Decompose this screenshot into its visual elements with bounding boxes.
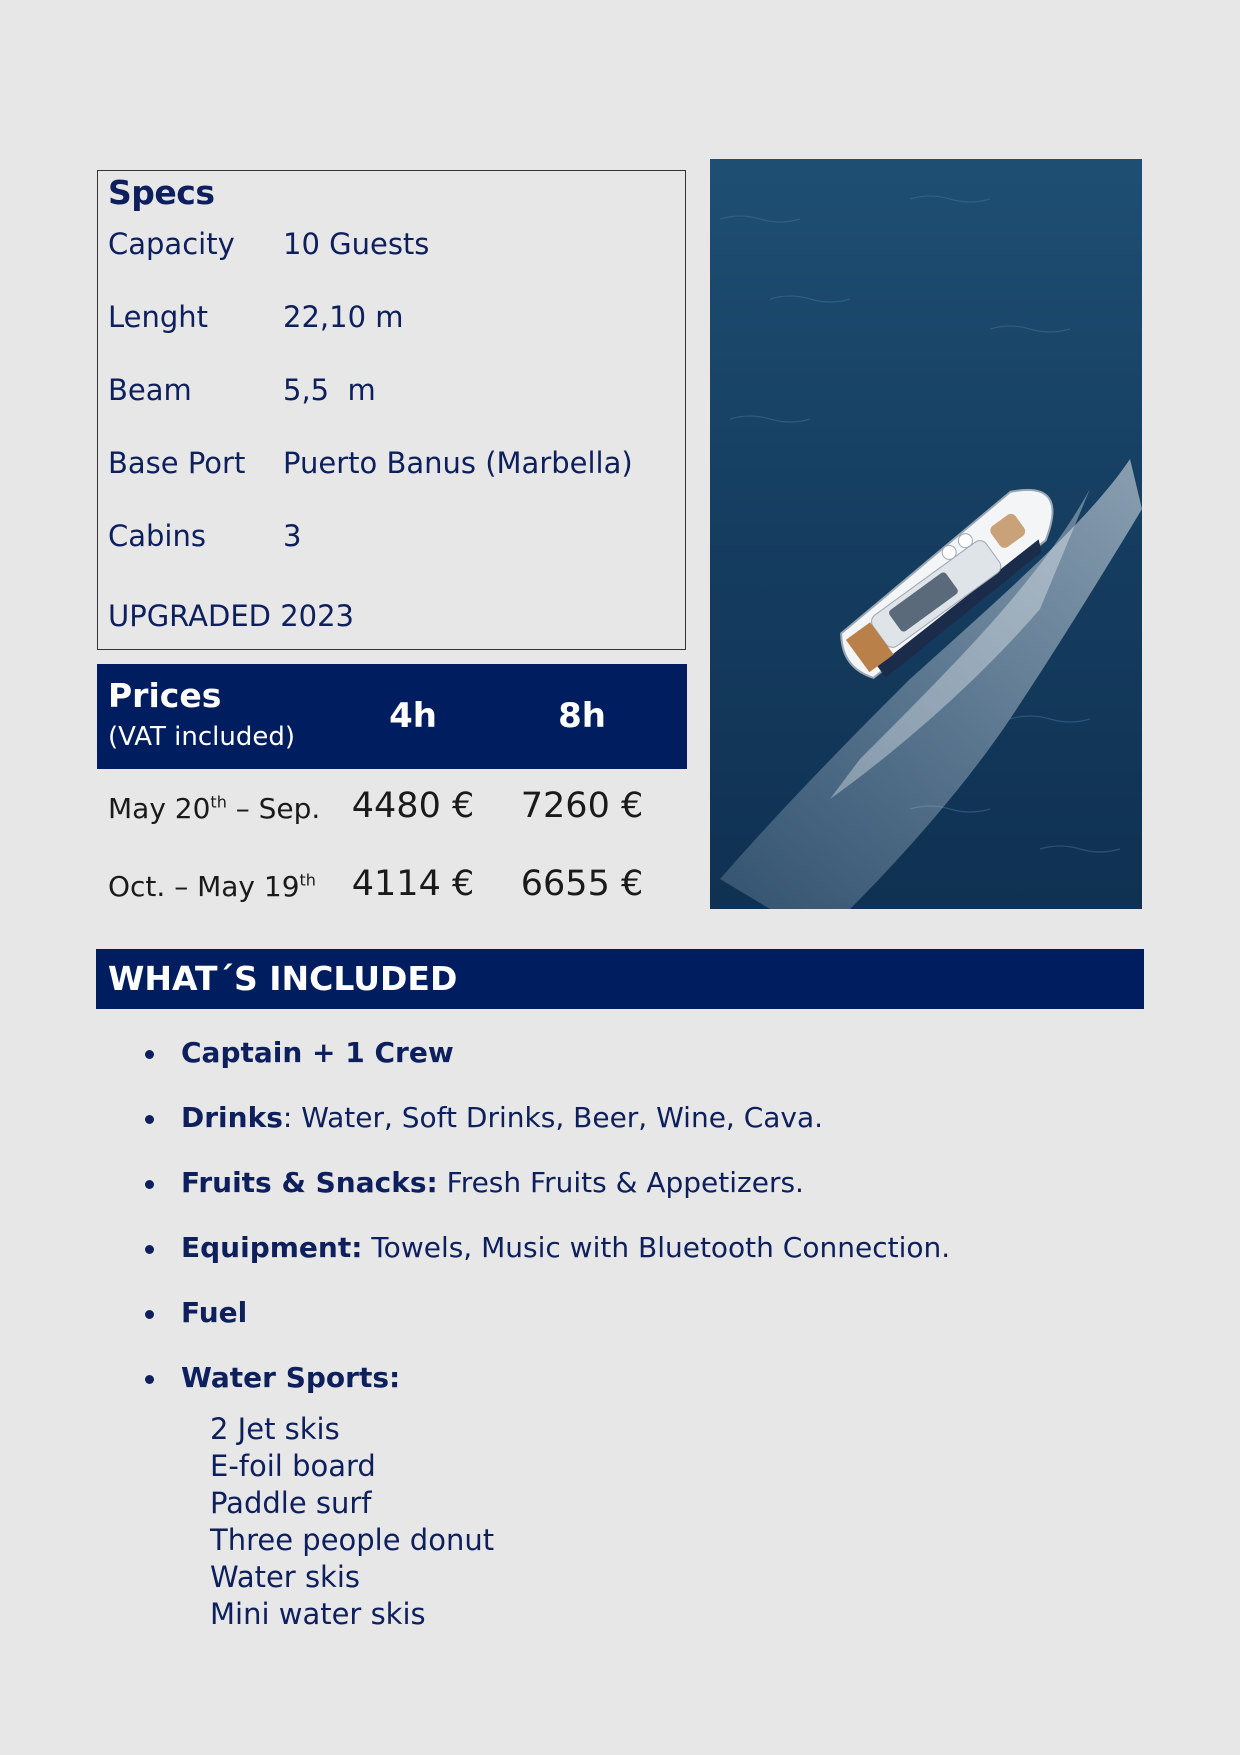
yacht-image	[710, 159, 1142, 909]
price-8h: 7260 €	[520, 786, 644, 826]
yacht-photo	[710, 159, 1142, 909]
water-sport-item: Water skis	[210, 1560, 361, 1594]
price-4h: 4114 €	[351, 864, 475, 904]
price-4h: 4480 €	[351, 786, 475, 826]
price-row-high-season	[97, 778, 687, 838]
bullet-icon	[145, 1310, 154, 1319]
column-8h: 8h	[558, 696, 606, 736]
water-sport-item: E-foil board	[210, 1449, 376, 1483]
spec-value: 10 Guests	[283, 227, 430, 261]
spec-label: Cabins	[108, 519, 206, 553]
bullet-icon	[145, 1180, 154, 1189]
price-row-low-season	[97, 856, 687, 916]
water-sport-item: 2 Jet skis	[210, 1412, 340, 1446]
spec-label: Capacity	[108, 227, 235, 261]
spec-label: Base Port	[108, 446, 246, 480]
price-period: May 20th – Sep.	[108, 792, 321, 825]
specs-title: Specs	[108, 173, 215, 212]
water-sport-item: Paddle surf	[210, 1486, 372, 1520]
prices-subtitle: (VAT included)	[108, 722, 296, 752]
spec-value: 5,5 m	[283, 373, 376, 407]
included-title: WHAT´S INCLUDED	[108, 959, 458, 998]
column-4h: 4h	[389, 696, 437, 736]
specs-box	[97, 170, 686, 650]
included-header	[96, 949, 1144, 1009]
upgraded-note: UPGRADED 2023	[108, 599, 355, 633]
spec-label: Beam	[108, 373, 192, 407]
spec-value: Puerto Banus (Marbella)	[283, 446, 633, 480]
bullet-icon	[145, 1375, 154, 1384]
bullet-icon	[145, 1050, 154, 1059]
spec-value: 22,10 m	[283, 300, 404, 334]
prices-title: Prices	[108, 676, 222, 715]
prices-header	[97, 664, 687, 769]
price-8h: 6655 €	[520, 864, 644, 904]
price-period: Oct. – May 19th	[108, 870, 316, 903]
spec-label: Lenght	[108, 300, 209, 334]
bullet-icon	[145, 1245, 154, 1254]
spec-value: 3	[283, 519, 302, 553]
water-sport-item: Three people donut	[210, 1523, 495, 1557]
water-sport-item: Mini water skis	[210, 1597, 426, 1631]
bullet-icon	[145, 1115, 154, 1124]
